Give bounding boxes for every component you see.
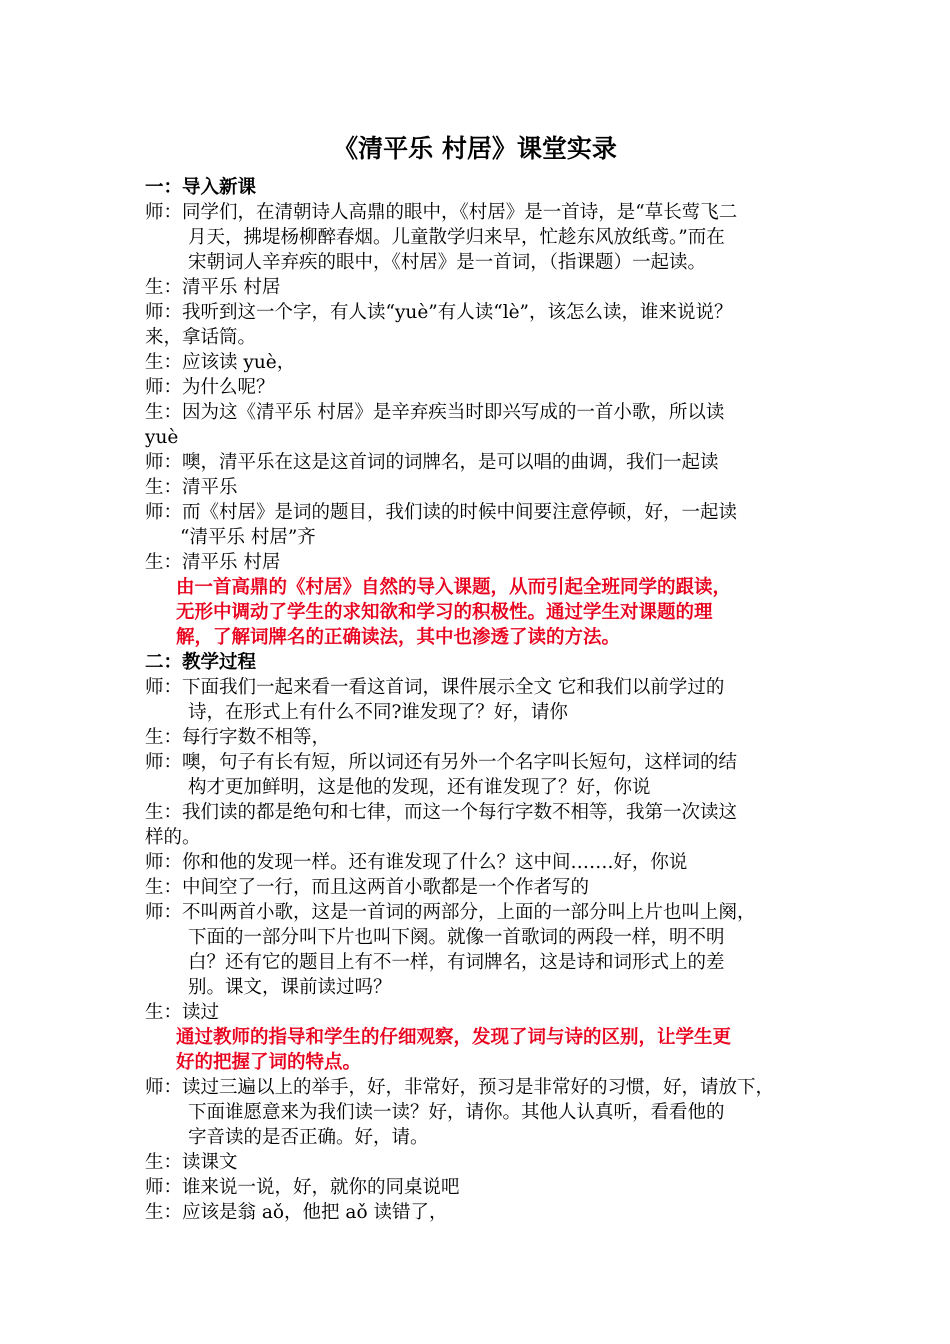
dialogue-line: 师：谁来说一说，好，就你的同桌说吧 [145, 1177, 460, 1198]
dialogue-line: 师：读过三遍以上的举手，好，非常好，预习是非常好的习惯，好，请放下， [145, 1077, 775, 1098]
dialogue-line: 师：同学们，在清朝诗人高鼎的眼中，《村居》是一首诗，是“草长莺飞二 [145, 202, 738, 223]
commentary-line: 好的把握了词的特点。 [176, 1052, 362, 1073]
dialogue-line: 生：清平乐 村居 [145, 552, 281, 573]
dialogue-line: 宋朝词人辛弃疾的眼中，《村居》是一首词，（指课题）一起读。 [188, 252, 707, 273]
dialogue-line: 下面谁愿意来为我们读一读？好，请你。其他人认真听，看看他的 [188, 1102, 725, 1123]
dialogue-line: 白？还有它的题目上有不一样，有词牌名，这是诗和词形式上的差 [188, 952, 725, 973]
dialogue-line: 生：应该读 yuè， [145, 352, 296, 373]
dialogue-line: 生：我们读的都是绝句和七律，而这一个每行字数不相等，我第一次读这 [145, 802, 738, 823]
dialogue-line: 师：你和他的发现一样。还有谁发现了什么？这中间…….好，你说 [145, 852, 688, 873]
dialogue-line: 师：我听到这一个字，有人读“yuè”有人读“lè”，该怎么读，谁来说说？ [145, 302, 733, 323]
dialogue-line: “清平乐 村居”齐 [180, 527, 316, 548]
dialogue-line: 生：每行字数不相等， [145, 727, 331, 748]
dialogue-line: 生：清平乐 村居 [145, 277, 281, 298]
dialogue-line: 生：因为这《清平乐 村居》是辛弃疾当时即兴写成的一首小歌，所以读 [145, 402, 725, 423]
section-heading: 二：教学过程 [145, 652, 257, 673]
dialogue-line: 师：为什么呢？ [145, 377, 275, 398]
dialogue-line: 别。课文，课前读过吗？ [188, 977, 392, 998]
dialogue-line: 构才更加鲜明，这是他的发现，还有谁发现了？好，你说 [188, 777, 651, 798]
dialogue-line: 师：下面我们一起来看一看这首词，课件展示全文 它和我们以前学过的 [145, 677, 725, 698]
section-heading: 一：导入新课 [145, 177, 257, 198]
dialogue-line: yuè [145, 427, 179, 448]
dialogue-line: 样的。 [145, 827, 201, 848]
commentary-line: 无形中调动了学生的求知欲和学习的积极性。通过学生对课题的理 [176, 602, 713, 623]
dialogue-line: 师：噢，清平乐在这是这首词的词牌名，是可以唱的曲调，我们一起读 [145, 452, 719, 473]
dialogue-line: 生：读课文 [145, 1152, 238, 1173]
dialogue-line: 生：清平乐 [145, 477, 238, 498]
commentary-line: 通过教师的指导和学生的仔细观察，发现了词与诗的区别，让学生更 [176, 1027, 732, 1048]
dialogue-line: 月天，拂堤杨柳醉春烟。儿童散学归来早，忙趁东风放纸鸢。”而在 [188, 227, 725, 248]
dialogue-line: 师：不叫两首小歌，这是一首词的两部分，上面的一部分叫上片也叫上阕， [145, 902, 756, 923]
dialogue-line: 师：而《村居》是词的题目，我们读的时候中间要注意停顿，好，一起读 [145, 502, 738, 523]
commentary-line: 由一首高鼎的《村居》自然的导入课题，从而引起全班同学的跟读， [176, 577, 732, 598]
commentary-line: 解，了解词牌名的正确读法，其中也渗透了读的方法。 [176, 627, 621, 648]
dialogue-line: 生：中间空了一行，而且这两首小歌都是一个作者写的 [145, 877, 590, 898]
dialogue-line: 下面的一部分叫下片也叫下阕。就像一首歌词的两段一样，明不明 [188, 927, 725, 948]
dialogue-line: 生：读过 [145, 1002, 220, 1023]
dialogue-line: 诗，在形式上有什么不同?谁发现了？好，请你 [188, 702, 568, 723]
dialogue-line: 生：应该是翁 aǒ，他把 aǒ 读错了， [145, 1202, 448, 1223]
page-title: 《清平乐 村居》课堂实录 [333, 134, 617, 163]
dialogue-line: 来，拿话筒。 [145, 327, 257, 348]
dialogue-line: 字音读的是否正确。好，请。 [188, 1127, 429, 1148]
dialogue-line: 师：噢，句子有长有短，所以词还有另外一个名字叫长短句，这样词的结 [145, 752, 738, 773]
